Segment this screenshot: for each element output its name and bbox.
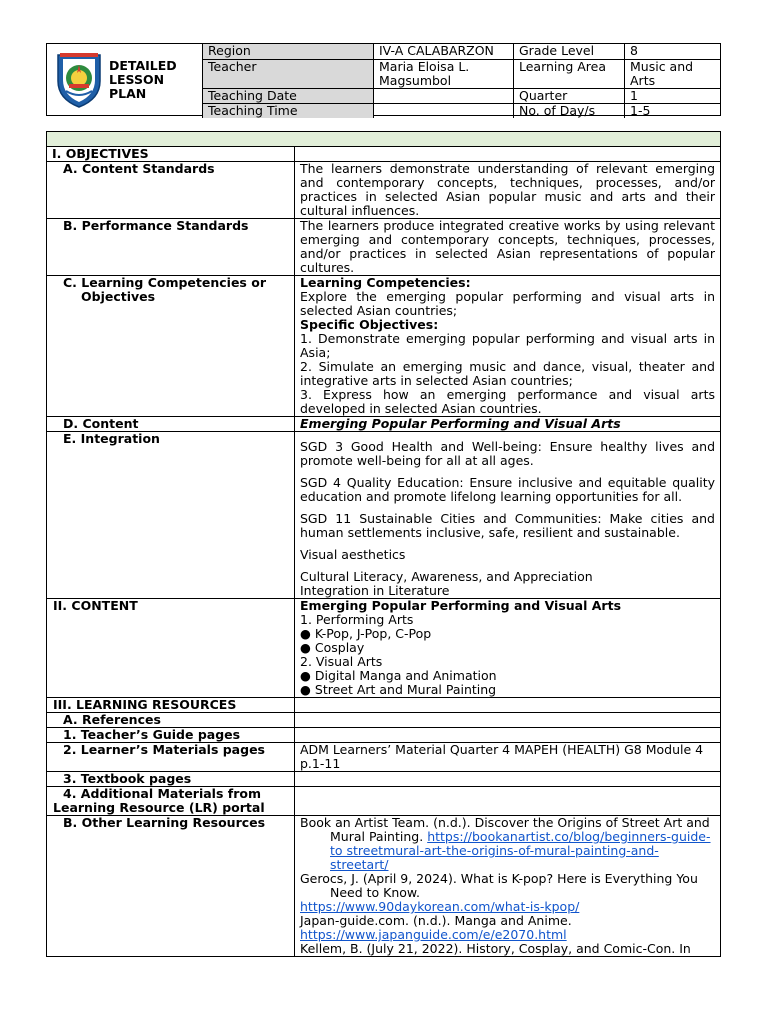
content-text: Emerging Popular Performing and Visual Arts bbox=[295, 417, 721, 432]
integration-label: E. Integration bbox=[47, 432, 295, 599]
deped-seal-logo-icon bbox=[54, 51, 104, 109]
title-line-1: DETAILED bbox=[109, 58, 177, 73]
table-row bbox=[47, 713, 721, 728]
textbook-pages-value bbox=[295, 772, 721, 787]
quarter-value: 1 bbox=[625, 88, 721, 103]
additional-materials-line-1: 4. Additional Materials from bbox=[63, 786, 261, 801]
content-line: 1. Performing Arts bbox=[300, 612, 414, 627]
content-line: ● Street Art and Mural Painting bbox=[300, 682, 497, 697]
competencies-label-line-2: Objectives bbox=[81, 289, 156, 304]
reference-text: Kellem, B. (July 21, 2022). History, Cosplay, and Comic-Con. In bbox=[300, 941, 691, 956]
grade-value: 8 bbox=[625, 44, 721, 59]
lesson-plan-table bbox=[46, 131, 721, 957]
performance-standards-text: The learners produce integrated creative works by using relevant emerging and contemporary concepts, techniques, processes, and/or practices in selected Asian representations of popular cultures. bbox=[295, 219, 721, 276]
date-label: Teaching Date bbox=[203, 88, 374, 103]
teachers-guide-value bbox=[295, 728, 721, 743]
title-line-3: PLAN bbox=[109, 86, 147, 101]
content-line: ● Cosplay bbox=[300, 640, 365, 655]
reference-link[interactable]: https://www.90daykorean.com/what-is-kpop/ bbox=[300, 899, 580, 914]
references-label: A. References bbox=[47, 713, 295, 728]
table-row bbox=[47, 728, 721, 743]
competencies-label-line-1: C. Learning Competencies or bbox=[63, 275, 266, 290]
reference-entry bbox=[300, 816, 715, 872]
competencies-heading: Learning Competencies: bbox=[300, 275, 471, 290]
band-cell bbox=[47, 132, 721, 147]
resources-heading: III. LEARNING RESOURCES bbox=[47, 698, 295, 713]
title-line-2: LESSON bbox=[109, 72, 165, 87]
integration-item: SGD 11 Sustainable Cities and Communities: Make cities and human settlements inclusive, safe, resilient and sustainable. bbox=[300, 511, 715, 540]
region-value: IV-A CALABARZON bbox=[374, 44, 514, 59]
days-label: No. of Day/s bbox=[514, 103, 625, 118]
teacher-label: Teacher bbox=[203, 59, 374, 88]
content-section-heading: II. CONTENT bbox=[47, 599, 295, 698]
table-row bbox=[47, 147, 721, 162]
teachers-guide-label: 1. Teacher’s Guide pages bbox=[47, 728, 295, 743]
objective-item: 2. Simulate an emerging music and dance, visual, theater and integrative arts in selected Asian countries; bbox=[300, 359, 715, 388]
reference-link-line bbox=[300, 900, 715, 914]
region-label: Region bbox=[203, 44, 374, 59]
quarter-label: Quarter bbox=[514, 88, 625, 103]
logo-cell bbox=[47, 44, 203, 115]
integration-text bbox=[295, 432, 721, 599]
integration-item: SGD 3 Good Health and Well-being: Ensure healthy lives and promote well-being for all at all ages. bbox=[300, 439, 715, 468]
content-line: ● Digital Manga and Animation bbox=[300, 668, 497, 683]
days-value: 1-5 bbox=[625, 103, 721, 118]
learning-competencies-text bbox=[295, 276, 721, 417]
header-block bbox=[46, 43, 721, 116]
objectives-heading-value bbox=[295, 147, 721, 162]
area-value: Music and Arts bbox=[625, 59, 721, 88]
grade-label: Grade Level bbox=[514, 44, 625, 59]
content-line: ● K-Pop, J-Pop, C-Pop bbox=[300, 626, 432, 641]
reference-link-line bbox=[300, 928, 715, 942]
teacher-value: Maria Eloisa L. Magsumbol bbox=[374, 59, 514, 88]
additional-materials-value bbox=[295, 787, 721, 816]
specific-objectives-heading: Specific Objectives: bbox=[300, 317, 439, 332]
table-row bbox=[47, 599, 721, 698]
textbook-pages-label: 3. Textbook pages bbox=[47, 772, 295, 787]
learners-materials-text: ADM Learners’ Material Quarter 4 MAPEH (HEALTH) G8 Module 4 p.1-11 bbox=[295, 743, 721, 772]
content-line: 2. Visual Arts bbox=[300, 654, 383, 669]
table-row bbox=[47, 698, 721, 713]
table-row bbox=[47, 787, 721, 816]
content-title: Emerging Popular Performing and Visual Arts bbox=[300, 598, 622, 613]
table-row bbox=[47, 219, 721, 276]
other-resources-label: B. Other Learning Resources bbox=[47, 816, 295, 957]
table-band-row bbox=[47, 132, 721, 147]
learners-materials-label: 2. Learner’s Materials pages bbox=[47, 743, 295, 772]
reference-link[interactable]: https://www.japanguide.com/e/e2070.html bbox=[300, 927, 567, 942]
objectives-heading: I. OBJECTIVES bbox=[47, 147, 295, 162]
learning-competencies-label bbox=[47, 276, 295, 417]
reference-entry bbox=[300, 872, 715, 900]
table-row bbox=[47, 816, 721, 957]
table-row bbox=[47, 743, 721, 772]
reference-link[interactable]: https://bookanartist.co/blog/beginners-guide-to streetmural-art-the-origins-of-mural-painting-and-streetart/ bbox=[330, 829, 711, 872]
time-label: Teaching Time bbox=[203, 103, 374, 118]
integration-item: SGD 4 Quality Education: Ensure inclusive and equitable quality education and promote lifelong learning opportunities for all. bbox=[300, 475, 715, 504]
content-label: D. Content bbox=[47, 417, 295, 432]
document-title bbox=[109, 59, 177, 101]
objective-item: 1. Demonstrate emerging popular performing and visual arts in Asia; bbox=[300, 331, 715, 360]
content-section-text bbox=[295, 599, 721, 698]
reference-text: Gerocs, J. (April 9, 2024). What is K-pop? Here is Everything You Need to Know. bbox=[300, 871, 698, 900]
content-standards-text: The learners demonstrate understanding of relevant emerging and contemporary concepts, techniques, processes, and/or practices in selected Asian popular music and arts and their cultural influences. bbox=[295, 162, 721, 219]
reference-text: Japan-guide.com. (n.d.). Manga and Anime. bbox=[300, 913, 572, 928]
resources-heading-value bbox=[295, 698, 721, 713]
area-label: Learning Area bbox=[514, 59, 625, 88]
time-value bbox=[374, 103, 514, 118]
header-info-table bbox=[202, 44, 720, 118]
integration-item: Cultural Literacy, Awareness, and Appreciation bbox=[300, 569, 593, 584]
competencies-text: Explore the emerging popular performing and visual arts in selected Asian countries; bbox=[300, 289, 715, 318]
additional-materials-line-2: Learning Resource (LR) portal bbox=[53, 800, 265, 815]
date-value bbox=[374, 88, 514, 103]
reference-text: Book an Artist Team. (n.d.). Discover the Origins of Street Art and Mural Painting. bbox=[300, 815, 710, 844]
table-row bbox=[47, 772, 721, 787]
performance-standards-label: B. Performance Standards bbox=[47, 219, 295, 276]
table-row bbox=[47, 417, 721, 432]
content-standards-label: A. Content Standards bbox=[47, 162, 295, 219]
integration-item: Integration in Literature bbox=[300, 583, 450, 598]
other-resources-text bbox=[295, 816, 721, 957]
additional-materials-label bbox=[47, 787, 295, 816]
table-row bbox=[47, 432, 721, 599]
table-row bbox=[47, 162, 721, 219]
table-row bbox=[47, 276, 721, 417]
integration-item: Visual aesthetics bbox=[300, 547, 406, 562]
objective-item: 3. Express how an emerging performance and visual arts developed in selected Asian countries. bbox=[300, 387, 715, 416]
references-value bbox=[295, 713, 721, 728]
